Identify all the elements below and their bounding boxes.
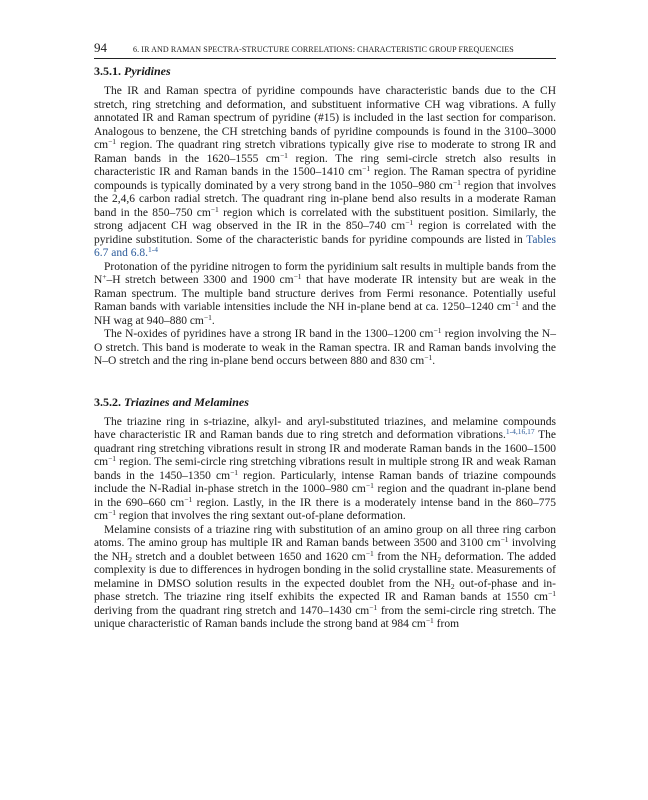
page-body [94, 64, 556, 632]
section-title: Triazines and Melamines [124, 394, 249, 409]
page-header [94, 40, 556, 59]
paragraph: The triazine ring in s-triazine, alkyl- and aryl-substituted triazines, and melamine compounds have characteristic IR and Raman bands due to ring stretch and deformation vibrations.$^{1-4,16,17}$ The quadrant ring stretching vibrations result in strong IR and moderate Raman bands in the 1600–1500 $cm^{-1}$ region. The semi-circle ring stretching vibrations result in multiple strong IR and weak Raman bands in the 1450–1350 $cm^{-1}$ region. Particularly, intense Raman bands of triazine compounds include the N-Radial in-phase stretch in the 1000–980 $cm^{-1}$ region and the quadrant in-plane bend in the 690–660 $cm^{-1}$ region. Lastly, in the IR there is a moderately intense band in the 860–775 $cm^{-1}$ region that involves the ring sextant out-of-plane deformation. [94, 415, 557, 522]
cross-reference-link[interactable]: 1-4,16,17 [505, 427, 535, 436]
paragraph: The N-oxides of pyridines have a strong IR band in the 1300–1200 $cm^{-1}$ region involving the N–O stretch. This band is moderate to weak in the Raman spectra. IR and Raman bands involving the N–O stretch and the ring in-plane bend occurs between 880 and 830 $cm^{-1}$. [94, 326, 556, 367]
paragraph: The IR and Raman spectra of pyridine compounds have characteristic bands due to the CH stretch, ring stretching and deformation, and substituent informative CH wag vibrations. A fully annotated IR and Raman spectrum of pyridine (#15) is included in the last section for comparison. Analogous to benzene, the CH stretching bands of pyridine compounds is found in the 3100–3000 $cm^{-1}$ region. The quadrant ring stretch vibrations typically give rise to moderate to strong IR and Raman bands in the 1620–1555 $cm^{-1}$ region. The ring semi-circle stretch also results in characteristic IR and Raman bands in the 1500–1410 $cm^{-1}$ region. The Raman spectra of pyridine compounds is typically dominated by a very strong band in the 1050–980 $cm^{-1}$ region that involves the 2,4,6 carbon radial stretch. The quadrant ring in-plane bend also results in a moderate Raman band in the 850–750 $cm^{-1}$ region which is correlated with the substituent position. Similarly, the strong adjacent CH wag observed in the IR in the 850–740 $cm^{-1}$ region is correlated with the pyridine substitution. Some of the characteristic bands for pyridine compounds are listed in Tables 6.7 and 6.8.$^{1-4}$ [94, 85, 557, 259]
section-number: 3.5.1. [94, 64, 121, 78]
paragraph: Protonation of the pyridine nitrogen to form the pyridinium salt results in multiple bands from the N+–H stretch between 3300 and 1900 $cm^{-1}$ that have moderate IR intensity but are weak in the Raman spectrum. The multiple band structure derives from Fermi resonance. Potentially useful Raman bands with variable intensities include the NH in-plane bend at ca. 1250–1240 $cm^{-1}$ and the NH wag at 940–880 $cm^{-1}$. [94, 260, 556, 327]
section-number: 3.5.2. [94, 394, 121, 409]
page-number: 94 [94, 40, 107, 55]
paragraph: Melamine consists of a triazine ring with substitution of an amino group on all three ring carbon atoms. The amino group has multiple IR and Raman bands between 3500 and 3100 $cm^{-1}$ involving the $NH_2$ stretch and a doublet between 1650 and 1620 $cm^{-1}$ from the $NH_2$ deformation. The added complexity is due to differences in hydrogen bonding in the solid crystalline state. Measurements of melamine in DMSO solution results in the expected doublet from the $NH_2$ out-of-phase and in-phase stretch. The triazine ring itself exhibits the expected IR and Raman bands at 1550 $cm^{-1}$ deriving from the quadrant ring stretch and 1470–1430 $cm^{-1}$ from the semi-circle ring stretch. The unique characteristic of Raman bands include the strong band at 984 $cm^{-1}$ from [94, 523, 557, 630]
cross-reference-link[interactable]: Tables 6.7 and 6.8.$^{1-4}$ [94, 233, 556, 259]
section-heading-pyridines [94, 64, 556, 79]
section-title: Pyridines [124, 64, 171, 78]
section-heading-triazines [94, 395, 556, 410]
running-title: 6. IR AND RAMAN SPECTRA-STRUCTURE CORRELATIONS: CHARACTERISTIC GROUP FREQUENCIES [133, 45, 514, 54]
